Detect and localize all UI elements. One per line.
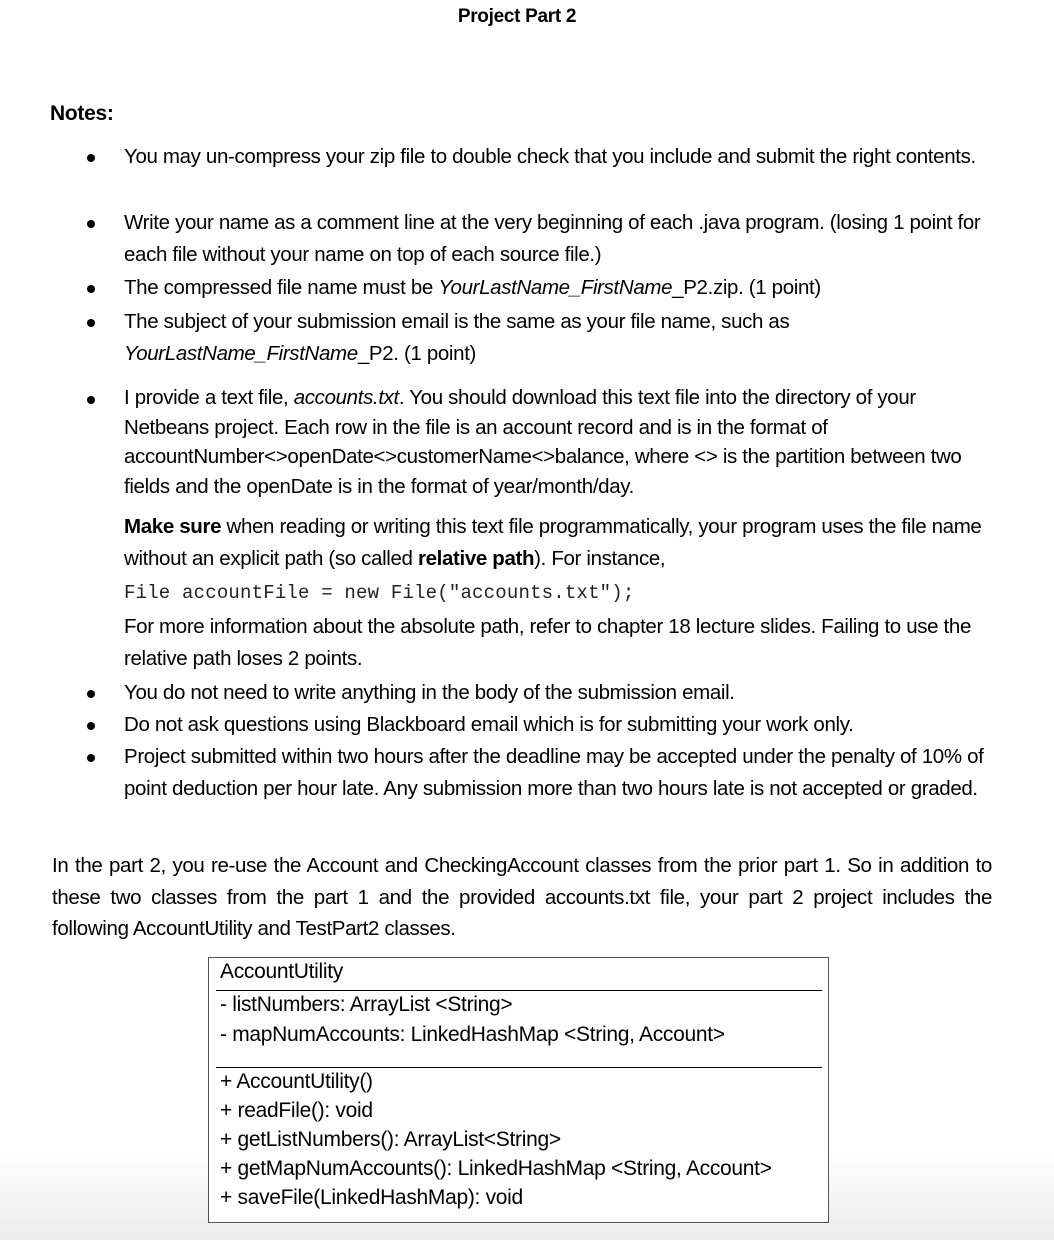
note-text-prefix: I provide a text file, [124, 386, 294, 409]
note-text: Do not ask questions using Blackboard email which is for submitting your work only. [124, 713, 854, 736]
note-item [124, 709, 1004, 741]
uml-divider [216, 1067, 822, 1068]
relative-path-followup: For more information about the absolute path, refer to chapter 18 lecture slides. Failing to use the relative path loses 2 points. [124, 615, 971, 670]
note-text: Project submitted within two hours after the deadline may be accepted under the penalty of 10% of point deduction per hour late. Any submission more than two hours late is not accepted or graded. [124, 745, 984, 800]
code-snippet: File accountFile = new File("accounts.txt"); [124, 582, 635, 604]
note-text-prefix: The subject of your submission email is the same as your file name, such as [124, 310, 790, 333]
uml-divider [216, 990, 822, 991]
bullet-icon [87, 319, 95, 327]
note-text: You do not need to write anything in the body of the submission email. [124, 681, 735, 704]
bullet-icon [87, 690, 95, 698]
bullet-icon [87, 220, 95, 228]
uml-field: - listNumbers: ArrayList <String> [220, 993, 513, 1016]
page-title: Project Part 2 [457, 6, 577, 27]
bullet-icon [87, 722, 95, 730]
uml-class-name: AccountUtility [220, 960, 344, 983]
notes-label: Notes: [50, 102, 114, 125]
intro-paragraph: In the part 2, you re-use the Account and CheckingAccount classes from the prior part 1. So in addition to these two classes from the part 1 and the provided accounts.txt file, your part 2 project includes the following AccountUtility and TestPart2 classes. [52, 854, 992, 940]
uml-method: + getMapNumAccounts(): LinkedHashMap <String, Account> [220, 1157, 772, 1180]
note-item [124, 677, 1004, 709]
bullet-icon [87, 154, 95, 162]
note-text: when reading or writing this text file programmatically, your program uses the file name without an explicit path (so called [124, 515, 982, 570]
note-text-suffix: . You should download this text file into the directory of your Netbeans project. Each row in the file is an account record and is in the format of accountNumber<>openDate<>customerName<>balance, where <> is the partition between two fields and the openDate is in the format of year/month/day. [124, 386, 962, 498]
bullet-icon [87, 754, 95, 762]
relative-path-note [124, 511, 1004, 575]
note-text-suffix: _P2.zip. (1 point) [672, 276, 821, 299]
note-text-italic: accounts.txt [293, 386, 399, 409]
note-text: ). For instance, [534, 547, 666, 570]
note-text-prefix: The compressed file name must be [124, 276, 439, 299]
uml-method: + saveFile(LinkedHashMap): void [220, 1186, 523, 1209]
note-item [124, 207, 1004, 271]
emphasis-relative-path: relative path [417, 547, 535, 570]
bullet-icon [87, 396, 95, 404]
note-text-italic: YourLastName_FirstName [438, 276, 673, 299]
note-text-suffix: _P2. (1 point) [357, 342, 477, 365]
note-item [124, 141, 1004, 173]
note-item [124, 306, 1004, 370]
note-item [124, 383, 1004, 501]
note-text-italic: YourLastName_FirstName [124, 342, 358, 365]
uml-method: + AccountUtility() [220, 1070, 373, 1093]
note-text: Write your name as a comment line at the very beginning of each .java program. (losing 1 point for each file without your name on top of each source file.) [124, 211, 981, 266]
emphasis-make-sure: Make sure [124, 515, 222, 538]
bullet-icon [87, 285, 95, 293]
uml-class-diagram [208, 957, 829, 1223]
note-item [124, 272, 1004, 304]
note-item [124, 741, 984, 805]
uml-field: - mapNumAccounts: LinkedHashMap <String, Account> [220, 1023, 725, 1046]
note-text: You may un-compress your zip file to double check that you include and submit the right contents. [124, 145, 976, 168]
uml-method: + getListNumbers(): ArrayList<String> [220, 1128, 561, 1151]
uml-method: + readFile(): void [220, 1099, 373, 1122]
